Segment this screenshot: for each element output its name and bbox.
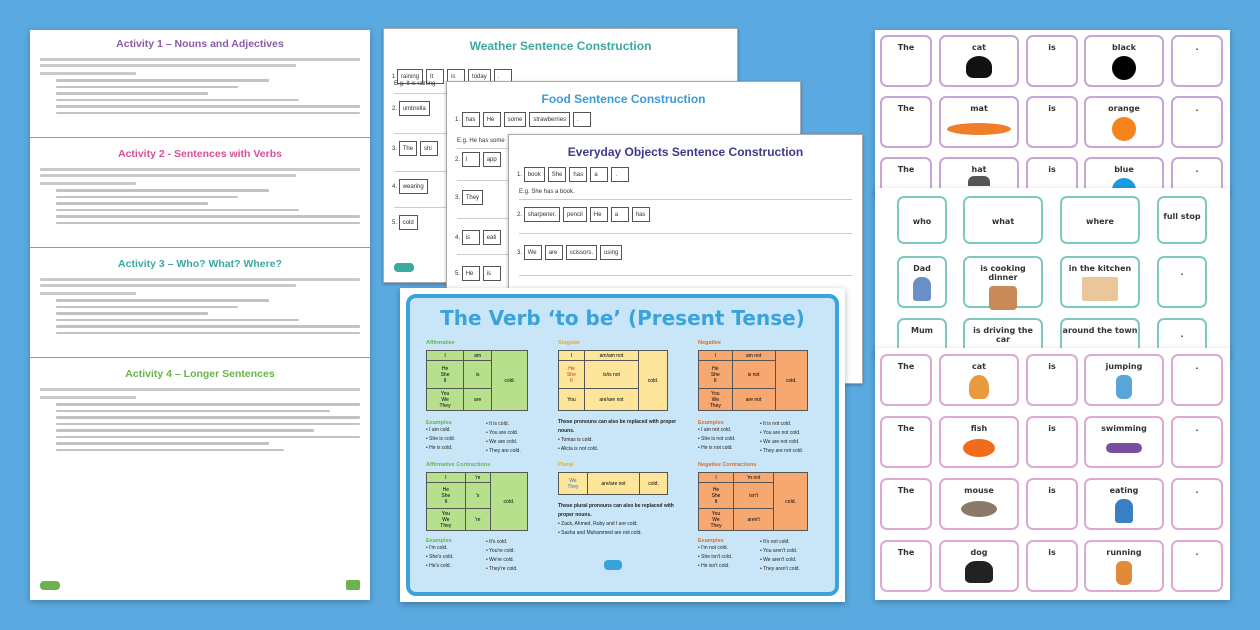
word-card: The	[880, 354, 932, 406]
negative-table: I am not cold. He She It is not You We They are not	[698, 350, 808, 411]
food-row-5: 5. He is	[455, 266, 504, 281]
twinkl-logo	[394, 263, 414, 272]
affirmative-examples-right: • It is cold. • You are cold. • We are cold. • They are cold.	[486, 421, 521, 454]
mat-icon	[947, 123, 1011, 135]
footer-logo	[346, 580, 360, 590]
dog-icon	[965, 561, 993, 583]
affirmative-examples-left: • I am cold. • She is cold. • He is cold.	[426, 427, 455, 451]
aff-contr-examples-right: • It's cold. • You're cold. • We're cold. • They're cold.	[486, 539, 518, 572]
word-card: mouse	[939, 478, 1019, 530]
neg-contr-examples-left: • I'm not cold. • She isn't cold. • He isn't cold.	[698, 545, 733, 569]
activity-4-title: Activity 4 – Longer Sentences	[125, 368, 275, 380]
activity-3-title: Activity 3 – Who? What? Where?	[118, 258, 282, 270]
weather-row-1: 1 raining It is today .	[392, 69, 515, 84]
cat-icon	[969, 375, 989, 399]
neg-contr-label: Negative Contractions	[698, 462, 757, 468]
word-card: .	[1171, 478, 1223, 530]
negative-label: Negative	[698, 340, 721, 346]
weather-row-2: 2. umbrella	[392, 101, 433, 116]
neg-contr-table: I 'm not cold. He She It isn't You We They aren't	[698, 472, 808, 531]
word-card: The	[880, 157, 932, 195]
word-card: orange	[1084, 96, 1164, 148]
word-card: .	[1157, 318, 1207, 356]
weather-title: Weather Sentence Construction	[469, 39, 652, 53]
word-card: .	[1171, 157, 1223, 195]
plural-examples: • Zack, Ahmed, Ruby and I are cold. • Sasha and Muhammed are not cold.	[558, 521, 642, 536]
word-card: Dad	[897, 256, 947, 308]
hat-icon	[968, 176, 990, 186]
eating-icon	[1115, 499, 1133, 523]
word-card: .	[1171, 416, 1223, 468]
word-card: is	[1026, 540, 1078, 592]
food-row-3: 3. They	[455, 190, 486, 205]
word-card: is cooking dinner	[963, 256, 1043, 308]
activity-4	[30, 360, 370, 455]
aff-contr-label: Affirmative Contractions	[426, 462, 491, 468]
word-card: hat	[939, 157, 1019, 195]
word-card: is	[1026, 35, 1078, 87]
plural-label: Plural	[558, 462, 574, 468]
singular-label: Singular	[558, 340, 581, 346]
activity-2	[30, 140, 370, 228]
word-card: jumping	[1084, 354, 1164, 406]
mouse-icon	[961, 501, 997, 517]
weather-row-5: 5. cold	[392, 215, 421, 230]
word-card: is	[1026, 416, 1078, 468]
food-title: Food Sentence Construction	[541, 92, 706, 106]
word-card: The	[880, 416, 932, 468]
orange-circle-icon	[1112, 117, 1136, 141]
word-card: swimming	[1084, 416, 1164, 468]
word-card: The	[880, 96, 932, 148]
word-card: The	[880, 35, 932, 87]
twinkl-logo	[40, 581, 60, 590]
word-card: .	[1171, 540, 1223, 592]
affirmative-label: Affirmative	[426, 340, 455, 346]
activity-1-title: Activity 1 – Nouns and Adjectives	[116, 38, 284, 50]
verb-poster: The Verb ‘to be’ (Present Tense) Affirmative I am cold. He She It is You We They are Examples • I am cold. • She is cold. • He is cold. • It is cold. • You are cold. • We are cold. • They are cold. Singular I am/am not cold. He She It is/is not You are/are not These pronouns can also be replaced with proper nouns. • Tomas is cold. • Alicia is not cold. Negative I am not cold. He She It is not You We They are not Examples • I am not cold. • She is not cold. • He is not cold. • It is not cold. • You are not cold. • We are not cold. • They are not cold. Affirmative Contractions I 'm cold. He She It 's You We They 're Examples • I'm cold. • She's cold. • He's cold. • It's cold. • You're cold. • We're cold. • They're cold. Plural We They are/are not cold. These plural pronouns can also be replaced with proper nouns. • Zack, Ahmed, Ruby and I are cold. • Sasha and Muhammed are not cold. Negative Contractions I 'm not cold. He She It isn't You We They aren't Examples • I'm not cold. • She isn't cold. • He isn't cold. • It's not cold. • You aren't cold. • We aren't cold. • They aren't cold.	[400, 288, 845, 602]
affirmative-table: I am cold. He She It is You We They are	[426, 350, 528, 411]
word-card: The	[880, 540, 932, 592]
everyday-title: Everyday Objects Sentence Construction	[567, 145, 804, 159]
weather-example: E.g. It is raining	[394, 81, 436, 87]
negative-examples-left: • I am not cold. • She is not cold. • He is not cold.	[698, 427, 736, 451]
everyday-row-2: 2. sharpener. pencil He a has	[517, 207, 653, 222]
neg-contr-examples-right: • It's not cold. • You aren't cold. • We aren't cold. • They aren't cold.	[760, 539, 800, 572]
singular-examples: • Tomas is cold. • Alicia is not cold.	[558, 437, 599, 452]
who-what-where-sheet	[875, 188, 1230, 356]
word-card: is	[1026, 354, 1078, 406]
word-card: Mum	[897, 318, 947, 356]
word-card: is driving the car	[963, 318, 1043, 356]
word-card: .	[1171, 354, 1223, 406]
swimming-icon	[1106, 443, 1142, 453]
word-card: running	[1084, 540, 1164, 592]
cooking-icon	[989, 286, 1017, 310]
word-card: .	[1157, 256, 1207, 308]
activity-3	[30, 250, 370, 338]
word-card: mat	[939, 96, 1019, 148]
plural-table: We They are/are not cold.	[558, 472, 668, 495]
activity-2-title: Activity 2 - Sentences with Verbs	[118, 148, 282, 160]
word-card: is	[1026, 478, 1078, 530]
word-card: who	[897, 196, 947, 244]
poster-title: The Verb ‘to be’ (Present Tense)	[440, 306, 805, 330]
word-card: blue	[1084, 157, 1164, 195]
word-card: cat	[939, 354, 1019, 406]
aff-contr-examples-left: • I'm cold. • She's cold. • He's cold.	[426, 545, 454, 569]
everyday-example: E.g. She has a book.	[519, 189, 575, 195]
food-row-1: 1. has He some strawberries .	[455, 112, 594, 127]
food-example: E.g. He has some	[457, 138, 505, 144]
verb-cards-sheet	[875, 348, 1230, 600]
cat-icon	[966, 56, 992, 78]
word-card: dog	[939, 540, 1019, 592]
word-card: black	[1084, 35, 1164, 87]
word-card: around the town	[1060, 318, 1140, 356]
weather-row-3: 3. The shi	[392, 141, 441, 156]
word-card: full stop	[1157, 196, 1207, 244]
word-card: is	[1026, 96, 1078, 148]
word-card: fish	[939, 416, 1019, 468]
word-card: what	[963, 196, 1043, 244]
running-icon	[1116, 561, 1132, 585]
weather-row-4: 4. wearing	[392, 179, 431, 194]
activity-sheet	[30, 30, 370, 600]
adjective-cards-sheet	[875, 30, 1230, 195]
kitchen-icon	[1082, 277, 1118, 301]
word-card: eating	[1084, 478, 1164, 530]
black-circle-icon	[1112, 56, 1136, 80]
word-card: is	[1026, 157, 1078, 195]
everyday-row-1: 1. book She has a .	[517, 167, 632, 182]
aff-contr-table: I 'm cold. He She It 's You We They 're	[426, 472, 528, 531]
singular-note: These pronouns can also be replaced with proper nouns.	[558, 419, 677, 434]
word-card: .	[1171, 35, 1223, 87]
person-icon	[913, 277, 931, 301]
activity-1	[30, 30, 370, 118]
jumping-icon	[1116, 375, 1132, 399]
word-card: cat	[939, 35, 1019, 87]
word-card: .	[1171, 96, 1223, 148]
food-row-2: 2. I app	[455, 152, 504, 167]
singular-table: I am/am not cold. He She It is/is not You are/are not	[558, 350, 668, 411]
everyday-row-3: 3. We are scissors. using	[517, 245, 625, 260]
food-row-4: 4. is eati	[455, 230, 504, 245]
plural-note: These plural pronouns can also be replaced with proper nouns.	[558, 503, 674, 518]
word-card: in the kitchen	[1060, 256, 1140, 308]
twinkl-logo	[604, 560, 622, 570]
word-card: The	[880, 478, 932, 530]
word-card: where	[1060, 196, 1140, 244]
fish-icon	[963, 439, 995, 457]
negative-examples-right: • It is not cold. • You are not cold. • We are not cold. • They are not cold.	[760, 421, 804, 454]
